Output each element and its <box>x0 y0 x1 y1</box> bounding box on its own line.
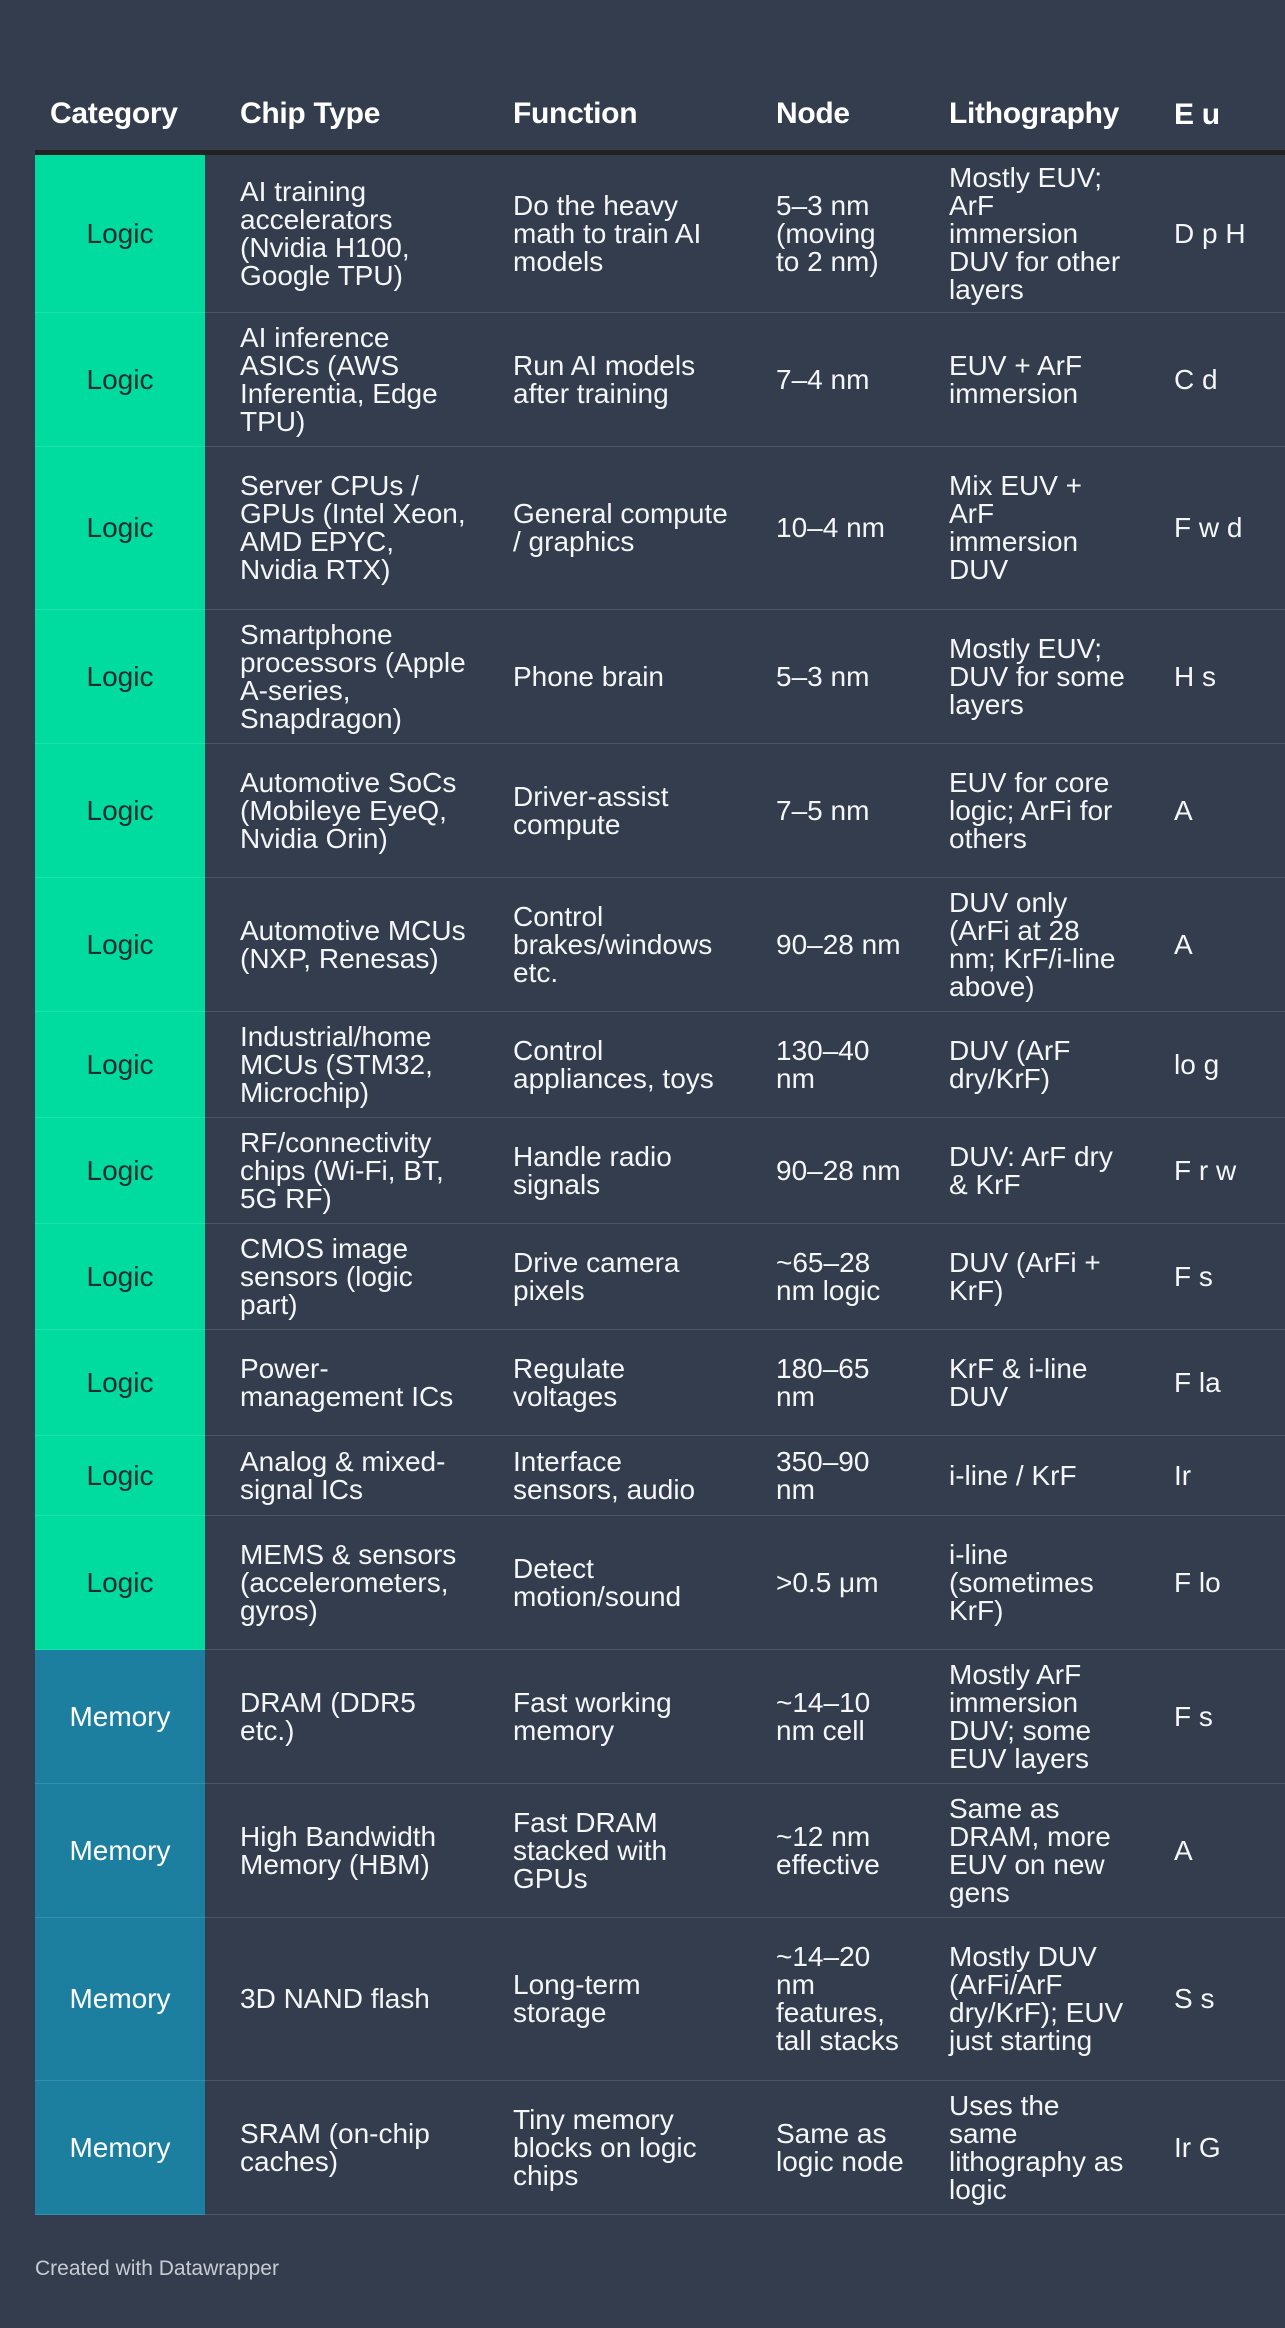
table-row <box>35 744 1285 878</box>
lithography-cell: Mostly DUV (ArFi/ArF dry/KrF); EUV just starting <box>914 1918 1139 2081</box>
table-row <box>35 1012 1285 1118</box>
chip-type-cell: Analog & mixed-signal ICs <box>205 1436 478 1516</box>
table-row <box>35 2081 1285 2215</box>
category-cell: Memory <box>35 2081 205 2215</box>
node-cell: ~12 nm effective <box>741 1784 914 1918</box>
column-header-truncated[interactable]: E u <box>1139 78 1285 153</box>
chip-type-cell: 3D NAND flash <box>205 1918 478 2081</box>
chip-type-cell: CMOS image sensors (logic part) <box>205 1224 478 1330</box>
truncated-cell: F r w <box>1139 1118 1285 1224</box>
node-cell: ~14–20 nm features, tall stacks <box>741 1918 914 2081</box>
chip-type-cell: SRAM (on-chip caches) <box>205 2081 478 2215</box>
table-row <box>35 1650 1285 1784</box>
node-cell: 7–4 nm <box>741 313 914 447</box>
category-cell: Logic <box>35 1012 205 1118</box>
function-cell: Driver-assist compute <box>478 744 741 878</box>
node-cell: 7–5 nm <box>741 744 914 878</box>
truncated-cell: A <box>1139 744 1285 878</box>
truncated-cell: A <box>1139 878 1285 1012</box>
function-cell: General compute / graphics <box>478 447 741 610</box>
footer-credit: Created with Datawrapper <box>35 2257 279 2280</box>
category-cell: Logic <box>35 1118 205 1224</box>
node-cell: 130–40 nm <box>741 1012 914 1118</box>
table-row <box>35 878 1285 1012</box>
lithography-cell: DUV (ArF dry/KrF) <box>914 1012 1139 1118</box>
category-cell: Logic <box>35 610 205 744</box>
table-row <box>35 1516 1285 1650</box>
category-cell: Logic <box>35 1436 205 1516</box>
table-row <box>35 610 1285 744</box>
table-row <box>35 1436 1285 1516</box>
function-cell: Interface sensors, audio <box>478 1436 741 1516</box>
table-row <box>35 1224 1285 1330</box>
lithography-cell: Same as DRAM, more EUV on new gens <box>914 1784 1139 1918</box>
category-cell: Logic <box>35 1224 205 1330</box>
table-row <box>35 447 1285 610</box>
function-cell: Regulate voltages <box>478 1330 741 1436</box>
category-cell: Logic <box>35 744 205 878</box>
header-row <box>35 78 1285 153</box>
node-cell: 5–3 nm <box>741 610 914 744</box>
truncated-cell: H s <box>1139 610 1285 744</box>
truncated-cell: F w d <box>1139 447 1285 610</box>
category-cell: Logic <box>35 878 205 1012</box>
column-header-node[interactable]: Node <box>741 78 914 153</box>
chip-type-cell: Automotive SoCs (Mobileye EyeQ, Nvidia Orin) <box>205 744 478 878</box>
function-cell: Phone brain <box>478 610 741 744</box>
chip-type-cell: Automotive MCUs (NXP, Renesas) <box>205 878 478 1012</box>
lithography-cell: EUV + ArF immersion <box>914 313 1139 447</box>
table-row <box>35 1784 1285 1918</box>
function-cell: Detect motion/sound <box>478 1516 741 1650</box>
lithography-cell: DUV only (ArFi at 28 nm; KrF/i-line above) <box>914 878 1139 1012</box>
node-cell: 90–28 nm <box>741 878 914 1012</box>
node-cell: 350–90 nm <box>741 1436 914 1516</box>
function-cell: Drive camera pixels <box>478 1224 741 1330</box>
chip-type-cell: RF/connectivity chips (Wi-Fi, BT, 5G RF) <box>205 1118 478 1224</box>
truncated-cell: lo g <box>1139 1012 1285 1118</box>
truncated-cell: Ir G <box>1139 2081 1285 2215</box>
lithography-cell: Mix EUV + ArF immersion DUV <box>914 447 1139 610</box>
function-cell: Handle radio signals <box>478 1118 741 1224</box>
chip-type-cell: AI training accelerators (Nvidia H100, Google TPU) <box>205 153 478 313</box>
truncated-cell: Ir <box>1139 1436 1285 1516</box>
chip-type-cell: Power-management ICs <box>205 1330 478 1436</box>
lithography-cell: i-line / KrF <box>914 1436 1139 1516</box>
category-cell: Logic <box>35 153 205 313</box>
function-cell: Long-term storage <box>478 1918 741 2081</box>
function-cell: Control appliances, toys <box>478 1012 741 1118</box>
lithography-cell: Mostly ArF immersion DUV; some EUV layers <box>914 1650 1139 1784</box>
table-row <box>35 1118 1285 1224</box>
truncated-cell: D p H <box>1139 153 1285 313</box>
truncated-cell: F la <box>1139 1330 1285 1436</box>
category-cell: Logic <box>35 313 205 447</box>
table-header <box>35 78 1285 153</box>
column-header-function[interactable]: Function <box>478 78 741 153</box>
node-cell: Same as logic node <box>741 2081 914 2215</box>
function-cell: Fast DRAM stacked with GPUs <box>478 1784 741 1918</box>
lithography-cell: EUV for core logic; ArFi for others <box>914 744 1139 878</box>
truncated-cell: S s <box>1139 1918 1285 2081</box>
truncated-cell: F lo <box>1139 1516 1285 1650</box>
function-cell: Fast working memory <box>478 1650 741 1784</box>
chip-type-cell: High Bandwidth Memory (HBM) <box>205 1784 478 1918</box>
node-cell: ~65–28 nm logic <box>741 1224 914 1330</box>
lithography-cell: DUV: ArF dry & KrF <box>914 1118 1139 1224</box>
truncated-cell: A <box>1139 1784 1285 1918</box>
table-body <box>35 153 1285 2215</box>
node-cell: 10–4 nm <box>741 447 914 610</box>
category-cell: Memory <box>35 1784 205 1918</box>
chip-type-cell: Smartphone processors (Apple A-series, Snapdragon) <box>205 610 478 744</box>
function-cell: Run AI models after training <box>478 313 741 447</box>
chip-type-cell: Industrial/home MCUs (STM32, Microchip) <box>205 1012 478 1118</box>
node-cell: 90–28 nm <box>741 1118 914 1224</box>
category-cell: Memory <box>35 1650 205 1784</box>
category-cell: Logic <box>35 1516 205 1650</box>
table-row <box>35 153 1285 313</box>
category-cell: Memory <box>35 1918 205 2081</box>
category-cell: Logic <box>35 1330 205 1436</box>
function-cell: Do the heavy math to train AI models <box>478 153 741 313</box>
lithography-cell: KrF & i-line DUV <box>914 1330 1139 1436</box>
lithography-cell: Mostly EUV; DUV for some layers <box>914 610 1139 744</box>
table-row <box>35 1918 1285 2081</box>
truncated-cell: C d <box>1139 313 1285 447</box>
lithography-cell: Uses the same lithography as logic <box>914 2081 1139 2215</box>
table-row <box>35 313 1285 447</box>
chip-type-cell: AI inference ASICs (AWS Inferentia, Edge TPU) <box>205 313 478 447</box>
truncated-cell: F s <box>1139 1650 1285 1784</box>
node-cell: 5–3 nm (moving to 2 nm) <box>741 153 914 313</box>
table-row <box>35 1330 1285 1436</box>
function-cell: Tiny memory blocks on logic chips <box>478 2081 741 2215</box>
lithography-cell: i-line (sometimes KrF) <box>914 1516 1139 1650</box>
node-cell: 180–65 nm <box>741 1330 914 1436</box>
chip-type-cell: DRAM (DDR5 etc.) <box>205 1650 478 1784</box>
node-cell: >0.5 μm <box>741 1516 914 1650</box>
table-container <box>35 78 1246 2215</box>
chip-table <box>35 78 1285 2215</box>
node-cell: ~14–10 nm cell <box>741 1650 914 1784</box>
category-cell: Logic <box>35 447 205 610</box>
lithography-cell: Mostly EUV; ArF immersion DUV for other layers <box>914 153 1139 313</box>
column-header-chip-type[interactable]: Chip Type <box>205 78 478 153</box>
chip-type-cell: Server CPUs / GPUs (Intel Xeon, AMD EPYC, Nvidia RTX) <box>205 447 478 610</box>
column-header-category[interactable]: Category <box>35 78 205 153</box>
function-cell: Control brakes/windows etc. <box>478 878 741 1012</box>
column-header-lithography[interactable]: Lithography <box>914 78 1139 153</box>
chip-type-cell: MEMS & sensors (accelerometers, gyros) <box>205 1516 478 1650</box>
truncated-cell: F s <box>1139 1224 1285 1330</box>
lithography-cell: DUV (ArFi + KrF) <box>914 1224 1139 1330</box>
